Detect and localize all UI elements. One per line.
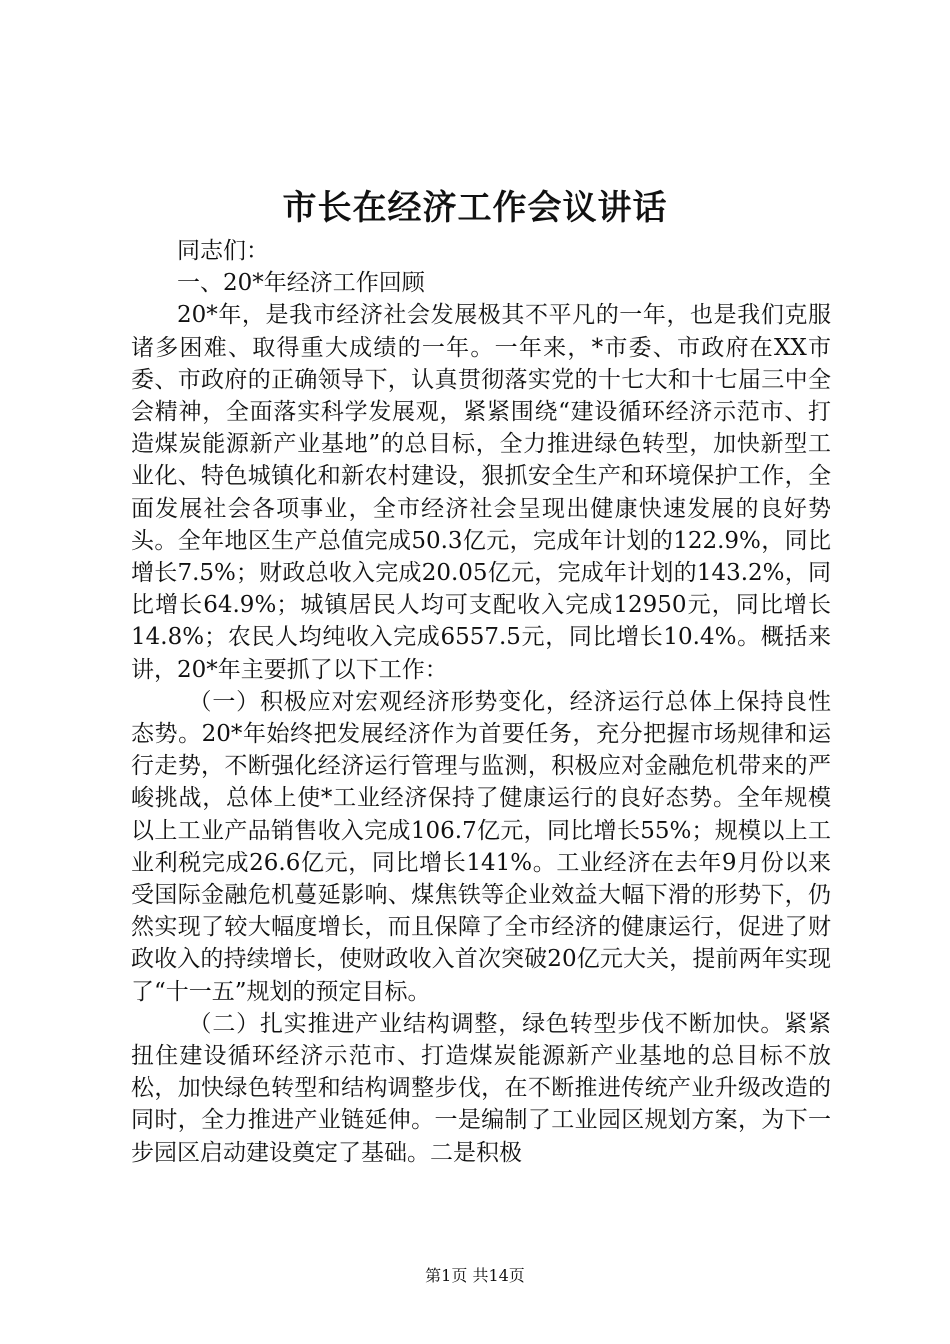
- document-body: [131, 235, 831, 1169]
- salutation: 同志们：: [177, 238, 269, 264]
- body-paragraph: 20*年，是我市经济社会发展极其不平凡的一年，也是我们克服诸多困难、取得重大成绩的一年。一年来，*市委、市政府在XX市委、市政府的正确领导下，认真贯彻落实党的十七大和十七届三中全会精神，全面落实科学发展观，紧紧围绕“建设循环经济示范市、打造煤炭能源新产业基地”的总目标，全力推进绿色转型，加快新型工业化、特色城镇化和新农村建设，狠抓安全生产和环境保护工作，全面发展社会各项事业，全市经济社会呈现出健康快速发展的良好势头。全年地区生产总值完成50.3亿元，完成年计划的122.9%，同比增长7.5%；财政总收入完成20.05亿元，完成年计划的143.2%，同比增长64.9%；城镇居民人均可支配收入完成12950元，同比增长14.8%；农民人均纯收入完成6557.5元，同比增长10.4%。概括来讲，20*年主要抓了以下工作：: [131, 302, 831, 683]
- document-title: 市长在经济工作会议讲话: [282, 188, 668, 228]
- body-paragraph: （二）扎实推进产业结构调整，绿色转型步伐不断加快。紧紧扭住建设循环经济示范市、打造煤炭能源新产业基地的总目标不放松，加快绿色转型和结构调整步伐，在不断推进传统产业升级改造的同时，全力推进产业链延伸。一是编制了工业园区规划方案，为下一步园区启动建设奠定了基础。二是积极: [131, 1010, 831, 1166]
- body-paragraph: （一）积极应对宏观经济形势变化，经济运行总体上保持良性态势。20*年始终把发展经济作为首要任务，充分把握市场规律和运行走势，不断强化经济运行管理与监测，积极应对金融危机带来的严峻挑战，总体上使*工业经济保持了健康运行的良好态势。全年规模以上工业产品销售收入完成106.7亿元，同比增长55%；规模以上工业利税完成26.6亿元，同比增长141%。工业经济在去年9月份以来受国际金融危机蔓延影响、煤焦铁等企业效益大幅下滑的形势下，仍然实现了较大幅度增长，而且保障了全市经济的健康运行，促进了财政收入的持续增长，使财政收入首次突破20亿元大关，提前两年实现了“十一五”规划的预定目标。: [131, 688, 831, 1005]
- section-heading: 一、20*年经济工作回顾: [177, 270, 425, 297]
- page-footer: 第1页 共14页: [425, 1266, 525, 1285]
